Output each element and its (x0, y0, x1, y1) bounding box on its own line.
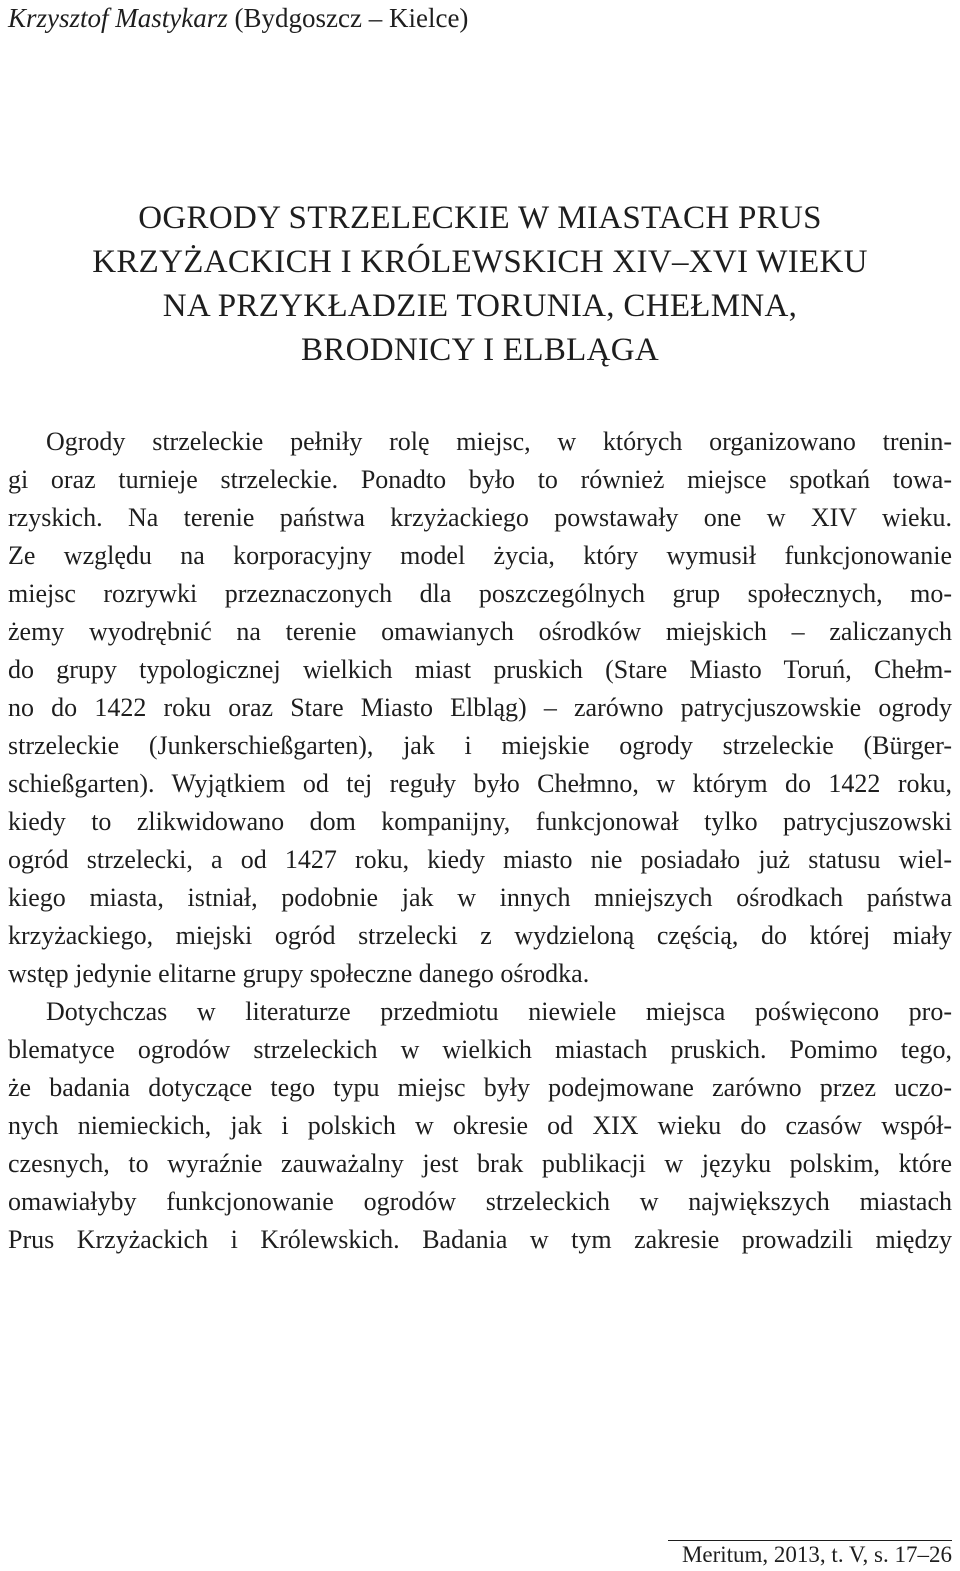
body-line: wstęp jedynie elitarne grupy społeczne danego ośrodka. (8, 959, 590, 988)
body-line: ogród strzelecki, a od 1427 roku, kiedy miasto nie posiadało już statusu wiel- (8, 845, 952, 874)
author-affiliation: (Bydgoszcz – Kielce) (227, 3, 469, 33)
body-line: że badania dotyczące tego typu miejsc były podejmowane zarówno przez uczo- (8, 1073, 952, 1102)
body-line: Ogrody strzeleckie pełniły rolę miejsc, w których organizowano trenin- (46, 427, 952, 456)
author-line (8, 0, 468, 36)
author-name: Krzysztof Mastykarz (8, 3, 228, 33)
body-line: no do 1422 roku oraz Stare Miasto Elbląg) – zarówno patrycjuszowskie ogrody (8, 693, 952, 722)
title-line: NA PRZYKŁADZIE TORUNIA, CHEŁMNA, (162, 288, 798, 324)
journal-citation: Meritum, 2013, t. V, s. 17–26 (681, 1542, 952, 1567)
body-line: kiego miasta, istniał, podobnie jak w innych mniejszych ośrodkach państwa (8, 883, 952, 912)
body-line: do grupy typologicznej wielkich miast pruskich (Stare Miasto Toruń, Chełm- (8, 655, 952, 684)
body-line: Ze względu na korporacyjny model życia, który wymusił funkcjonowanie (8, 541, 952, 570)
body-line: blematyce ogrodów strzeleckich w wielkich miastach pruskich. Pomimo tego, (8, 1035, 952, 1064)
title-line: OGRODY STRZELECKIE W MIASTACH PRUS (138, 200, 822, 236)
title-line: KRZYŻACKICH I KRÓLEWSKICH XIV–XVI WIEKU (92, 244, 868, 280)
title-line: BRODNICY I ELBLĄGA (301, 332, 659, 368)
article-title (0, 196, 960, 372)
body-line: nych niemieckich, jak i polskich w okresie od XIX wieku do czasów współ- (8, 1111, 952, 1140)
body-line: żemy wyodrębnić na terenie omawianych ośrodków miejskich – zaliczanych (8, 617, 952, 646)
body-line: rzyskich. Na terenie państwa krzyżackiego powstawały one w XIV wieku. (8, 503, 952, 532)
body-line: kiedy to zlikwidowano dom kompanijny, funkcjonował tylko patrycjuszowski (8, 807, 952, 836)
body-line: miejsc rozrywki przeznaczonych dla poszczególnych grup społecznych, mo- (8, 579, 952, 608)
body-line: Prus Krzyżackich i Królewskich. Badania w tym zakresie prowadzili między (8, 1225, 952, 1254)
article-body (8, 423, 952, 1259)
body-line: gi oraz turnieje strzeleckie. Ponadto było to również miejsce spotkań towa- (8, 465, 952, 494)
body-line: Dotychczas w literaturze przedmiotu niewiele miejsca poświęcono pro- (46, 997, 952, 1026)
body-line: czesnych, to wyraźnie zauważalny jest brak publikacji w języku polskim, które (8, 1149, 952, 1178)
body-line: schießgarten). Wyjątkiem od tej reguły było Chełmno, w którym do 1422 roku, (8, 769, 952, 798)
body-line: omawiałyby funkcjonowanie ogrodów strzeleckich w największych miastach (8, 1187, 952, 1216)
body-line: strzeleckie (Junkerschießgarten), jak i miejskie ogrody strzeleckie (Bürger- (8, 731, 952, 760)
body-line: krzyżackiego, miejski ogród strzelecki z wydzieloną częścią, do której miały (8, 921, 952, 950)
